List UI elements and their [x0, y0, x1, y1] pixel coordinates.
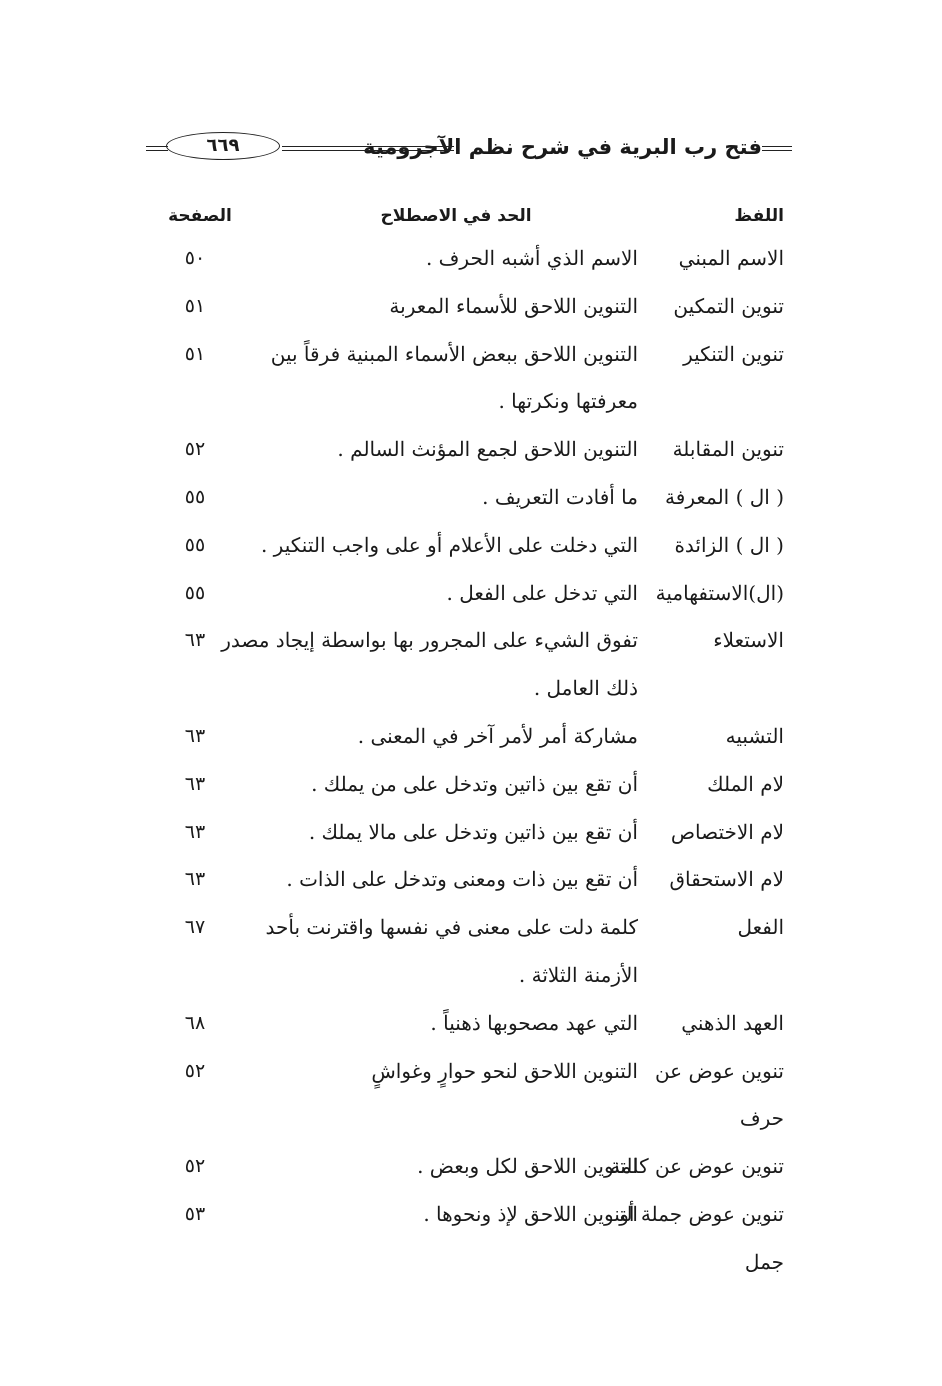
- glossary-definition: أن تقع بين ذاتين وتدخل على من يملك .: [311, 771, 638, 796]
- glossary-page-number: ٥٢: [184, 1059, 206, 1082]
- glossary-row: [0, 905, 942, 953]
- glossary-definition: الاسم الذي أشبه الحرف .: [425, 246, 638, 270]
- glossary-term: حرف: [739, 1106, 784, 1131]
- glossary-row: [0, 284, 942, 332]
- glossary-page-number: ٥٠: [184, 247, 206, 269]
- glossary-term: جمل: [744, 1249, 784, 1274]
- column-heading-term: اللفظ: [734, 206, 784, 226]
- glossary-table: [0, 236, 942, 1288]
- glossary-term: التشبيه: [725, 723, 784, 748]
- glossary-row: [0, 1192, 942, 1240]
- glossary-definition: التنوين اللاحق ببعض الأسماء المبنية فرقاً بين: [270, 341, 638, 366]
- glossary-page-number: ٥٢: [184, 438, 206, 461]
- header-rule-left: [146, 146, 168, 151]
- glossary-term: لام الاستحقاق: [669, 867, 784, 892]
- glossary-row: [0, 475, 942, 523]
- glossary-row: [0, 379, 942, 427]
- glossary-definition: كلمة دلت على معنى في نفسها واقترنت بأحد: [265, 915, 638, 940]
- glossary-row: [0, 762, 942, 810]
- glossary-row: [0, 1144, 942, 1192]
- header-rule-middle: [282, 146, 454, 151]
- glossary-term: لام الاختصاص: [670, 819, 784, 844]
- glossary-term: الاستعلاء: [713, 628, 784, 653]
- glossary-term: تنوين التمكين: [673, 293, 784, 318]
- glossary-definition: ما أفادت التعريف .: [482, 484, 638, 509]
- glossary-row: [0, 810, 942, 858]
- glossary-definition: التنوين اللاحق لجمع المؤنث السالم .: [337, 437, 638, 462]
- glossary-definition: معرفتها ونكرتها .: [498, 389, 638, 414]
- glossary-term: تنوين عوض عن: [654, 1058, 784, 1083]
- glossary-row: [0, 857, 942, 905]
- glossary-page-number: ٥١: [184, 294, 206, 317]
- glossary-term: لام الملك: [707, 771, 784, 796]
- glossary-row: [0, 1240, 942, 1288]
- glossary-row: [0, 618, 942, 666]
- glossary-row: [0, 427, 942, 475]
- column-heading-definition: الحد في الاصطلاح: [380, 206, 532, 226]
- glossary-definition: التنوين اللاحق لإذ ونحوها .: [423, 1201, 638, 1226]
- glossary-page-number: ٥٢: [184, 1155, 206, 1178]
- glossary-definition: أن تقع بين ذاتين وتدخل على مالا يملك .: [308, 819, 638, 844]
- glossary-row: [0, 1001, 942, 1049]
- glossary-page-number: ٥٣: [184, 1202, 206, 1225]
- glossary-page-number: ٦٣: [184, 772, 206, 795]
- glossary-definition: التي تدخل على الفعل .: [446, 580, 638, 605]
- glossary-page-number: ٦٣: [184, 629, 206, 652]
- glossary-page-number: ٥٥: [184, 581, 206, 604]
- glossary-page-number: ٥١: [184, 342, 206, 365]
- glossary-row: [0, 666, 942, 714]
- glossary-row: [0, 953, 942, 1001]
- glossary-definition: ذلك العامل .: [533, 676, 638, 701]
- glossary-term: ( ال ) الزائدة: [674, 532, 784, 557]
- glossary-term: تنوين عوض عن كلمة: [610, 1154, 784, 1179]
- glossary-definition: أن تقع بين ذات ومعنى وتدخل على الذات .: [286, 867, 638, 892]
- glossary-definition: مشاركة أمر لأمر آخر في المعنى .: [357, 723, 638, 748]
- glossary-term: تنوين التنكير: [683, 341, 784, 366]
- glossary-definition: تفوق الشيء على المجرور بها بواسطة إيجاد مصدر: [221, 628, 638, 653]
- glossary-definition: التنوين اللاحق لنحو حوارٍ وغواشٍ: [371, 1058, 638, 1083]
- glossary-definition: التي دخلت على الأعلام أو على واجب التنكير .: [260, 532, 638, 557]
- running-header-title: فتح رب البرية في شرح نظم الآجرومية: [363, 135, 762, 159]
- glossary-row: [0, 236, 942, 284]
- glossary-row: [0, 1049, 942, 1097]
- glossary-page-number: ٦٣: [184, 724, 206, 747]
- glossary-definition: الأزمنة الثلاثة .: [518, 962, 638, 987]
- glossary-page-number: ٦٣: [184, 868, 206, 891]
- glossary-row: [0, 714, 942, 762]
- glossary-term: تنوين المقابلة: [672, 437, 784, 462]
- glossary-term: العهد الذهني: [681, 1010, 784, 1035]
- column-heading-page: الصفحة: [168, 206, 232, 226]
- glossary-page-number: ٦٧: [184, 916, 206, 939]
- glossary-page-number: ٦٨: [184, 1011, 206, 1034]
- glossary-term: الاسم المبني: [678, 246, 784, 270]
- glossary-row: [0, 523, 942, 571]
- glossary-term: الفعل: [737, 915, 784, 940]
- glossary-page-number: ٥٥: [184, 485, 206, 508]
- glossary-definition: التي عهد مصحوبها ذهنياً .: [430, 1010, 638, 1035]
- glossary-definition: التنوين اللاحق لكل وبعض .: [417, 1154, 638, 1179]
- glossary-row: [0, 332, 942, 380]
- glossary-row: [0, 1096, 942, 1144]
- header-rule-right: [762, 146, 792, 151]
- glossary-page-number: ٦٣: [184, 820, 206, 843]
- glossary-term: تنوين عوض جملة أو: [619, 1201, 784, 1226]
- glossary-page-number: ٥٥: [184, 533, 206, 556]
- page-number-badge: ٦٦٩: [166, 132, 280, 160]
- glossary-definition: التنوين اللاحق للأسماء المعربة: [389, 293, 638, 318]
- glossary-term: ( ال ) المعرفة: [665, 484, 784, 509]
- glossary-term: (ال)الاستفهامية: [655, 580, 784, 605]
- glossary-row: [0, 571, 942, 619]
